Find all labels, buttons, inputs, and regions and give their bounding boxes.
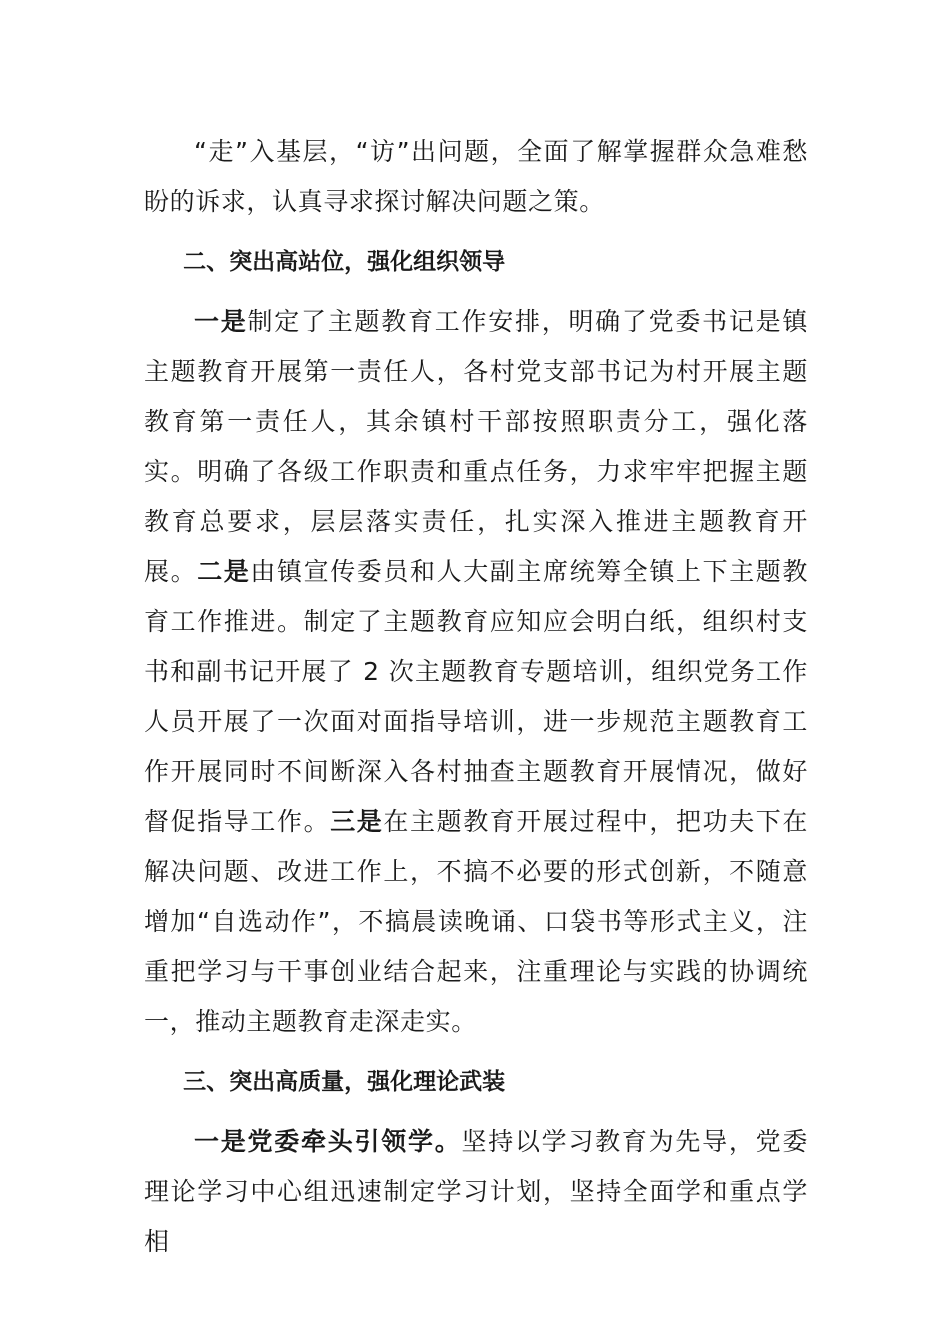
paragraph-text-1: 制定了主题教育工作安排，明确了党委书记是镇主题教育开展第一责任人，各村党支部书记为村开展主题教育第一责任人，其余镇村干部按照职责分工，强化落实。明确了各级工作职责和重点任务，力求牢牢把握主题教育总要求，层层落实责任，扎实深入推进主题教育开展。 [144, 307, 808, 586]
lead-label-3: 三是 [330, 807, 384, 836]
section-heading-2: 二、突出高站位，强化组织领导 [183, 249, 506, 275]
paragraph-intro-text: “走”入基层，“访”出问题，全面了解掌握群众急难愁盼的诉求，认真寻求探讨解决问题之策。 [144, 137, 808, 216]
paragraph-text-3: 在主题教育开展过程中，把功夫下在解决问题、改进工作上，不搞不必要的形式创新，不随意增加“自选动作”，不搞晨读晚诵、口袋书等形式主义，注重把学习与干事创业结合起来，注重理论与实践的协调统一，推动主题教育走深走实。 [144, 807, 808, 1036]
paragraph-intro [144, 127, 808, 227]
paragraph-section-2 [144, 297, 808, 1047]
section-heading-3: 三、突出高质量，强化理论武装 [183, 1069, 506, 1095]
lead-label-3-1: 一是党委牵头引领学。 [194, 1127, 462, 1156]
paragraph-text-2: 由镇宣传委员和人大副主席统筹全镇上下主题教育工作推进。制定了主题教育应知应会明白纸，组织村支书和副书记开展了 2 次主题教育专题培训，组织党务工作人员开展了一次面对面指导培训，进一步规范主题教育工作开展同时不间断深入各村抽查主题教育开展情况，做好督促指导工作。 [144, 557, 808, 836]
lead-label-1: 一是 [194, 307, 248, 336]
document-body [144, 127, 808, 1267]
paragraph-section-3 [144, 1117, 808, 1267]
paragraph-text-3-1: 坚持以学习教育为先导，党委理论学习中心组迅速制定学习计划，坚持全面学和重点学相 [144, 1127, 808, 1256]
lead-label-2: 二是 [197, 557, 251, 586]
